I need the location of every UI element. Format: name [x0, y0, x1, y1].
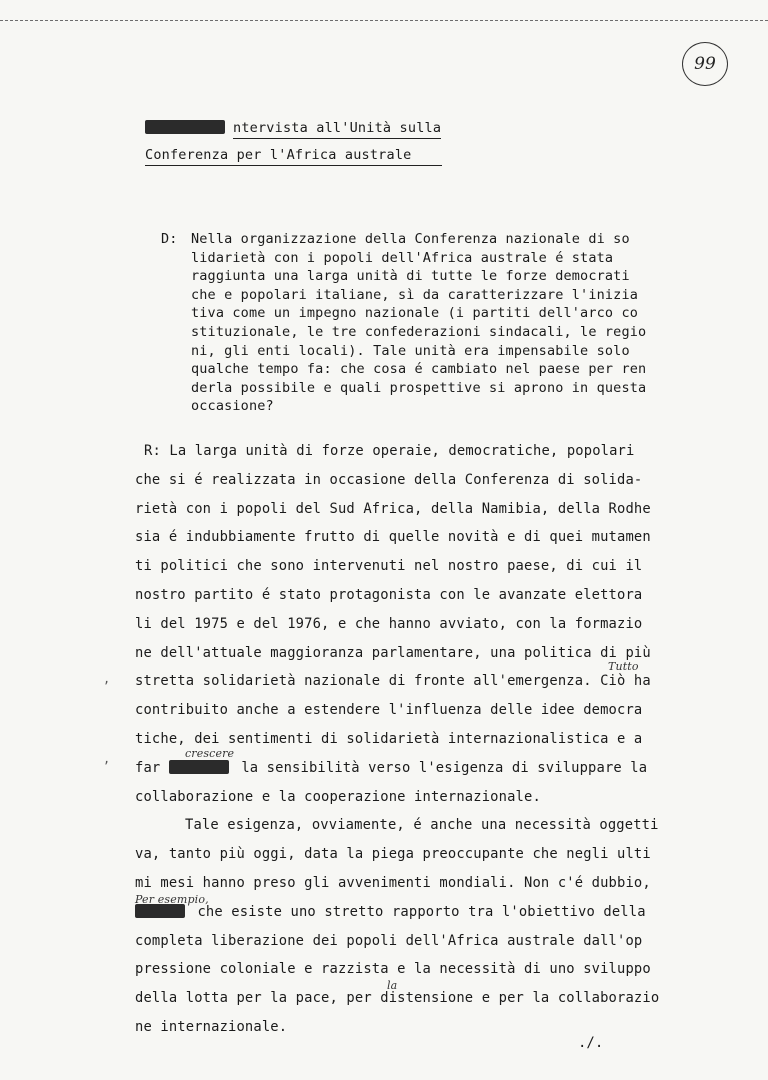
- answer-line: nostro partito é stato protagonista con le avanzate elettora: [135, 586, 643, 603]
- margin-tick: ,: [103, 752, 111, 766]
- title-line-1: [145, 115, 545, 142]
- question-line: derla possibile e quali prospettive si aprono in questa: [191, 379, 647, 396]
- answer-line-text: stretta solidarietà nazionale di fronte all'emergenza. Ciò ha: [135, 673, 651, 690]
- answer-block: [135, 437, 735, 1042]
- question-line: lidarietà con i popoli dell'Africa australe é stata: [191, 249, 614, 266]
- handwritten-crescere: crescere: [185, 746, 235, 760]
- question-line: occasione?: [191, 398, 274, 415]
- title-text-1: ntervista all'Unità sulla: [233, 118, 441, 139]
- answer-line-emergenza: [135, 660, 735, 696]
- answer-line: mi mesi hanno preso gli avvenimenti mondiali. Non c'é dubbio,: [135, 874, 651, 891]
- question-line: raggiunta una larga unità di tutte le forze democrati: [191, 268, 630, 285]
- answer-line-distensione: [135, 979, 735, 1013]
- question-line: Nella organizzazione della Conferenza nazionale di so: [191, 231, 630, 247]
- answer-line: contribuito anche a estendere l'influenza delle idee democra: [135, 702, 643, 719]
- handwritten-la: la: [387, 979, 398, 993]
- question-line: ni, gli enti locali). Tale unità era impensabile solo: [191, 342, 630, 359]
- answer-line: ti politici che sono intervenuti nel nostro paese, di cui il: [135, 558, 643, 575]
- question-marker: D:: [161, 231, 178, 247]
- top-border-line: [0, 20, 768, 21]
- handwritten-tutto: Tutto: [608, 660, 639, 674]
- answer-line: va, tanto più oggi, data la piega preoccupante che negli ulti: [135, 846, 651, 863]
- answer-line: collaborazione e la cooperazione internazionale.: [135, 788, 541, 805]
- answer-line: ne internazionale.: [135, 1018, 288, 1035]
- answer-line: pressione coloniale e razzista e la necessità di uno sviluppo: [135, 961, 651, 978]
- answer-line: rietà con i popoli del Sud Africa, della Namibia, della Rodhe: [135, 500, 651, 517]
- answer-line: ne dell'attuale maggioranza parlamentare, una politica di più: [135, 644, 651, 661]
- answer-line: Tale esigenza, ovviamente, é anche una necessità oggetti: [185, 817, 659, 834]
- answer-line-text: della lotta per la pace, per distensione e per la collaborazio: [135, 990, 660, 1007]
- answer-line-che: [135, 892, 735, 927]
- question-line: stituzionale, le tre confederazioni sindacali, le regio: [191, 323, 647, 340]
- handwritten-per-esempio: Per esempio,: [135, 892, 209, 906]
- document-title: [145, 115, 545, 169]
- title-line-2: [145, 142, 545, 169]
- far-prefix: far: [135, 759, 161, 776]
- page-number-stamp: 99: [682, 42, 728, 86]
- answer-line: R: La larga unità di forze operaie, democratiche, popolari: [144, 443, 635, 459]
- answer-line: completa liberazione dei popoli dell'Africa australe dall'op: [135, 932, 643, 949]
- question-line: che e popolari italiane, sì da caratterizzare l'inizia: [191, 286, 638, 303]
- title-text-2: Conferenza per l'Africa australe: [145, 145, 442, 166]
- question-block: [161, 230, 736, 416]
- answer-line: tiche, dei sentimenti di solidarietà internazionalistica e a: [135, 730, 643, 747]
- answer-line-far: [135, 746, 735, 783]
- redaction-mark: [145, 120, 225, 134]
- answer-line: che si é realizzata in occasione della Conferenza di solida-: [135, 471, 643, 488]
- margin-tick: ,: [103, 672, 111, 686]
- question-line: tiva come un impegno nazionale (i partiti dell'arco co: [191, 305, 638, 322]
- answer-line: li del 1975 e del 1976, e che hanno avviato, con la formazio: [135, 615, 643, 632]
- answer-line-text: che esiste uno stretto rapporto tra l'obiettivo della: [197, 903, 646, 920]
- answer-line-text: la sensibilità verso l'esigenza di sviluppare la: [241, 759, 648, 776]
- answer-line: sia é indubbiamente frutto di quelle novità e di quei mutamen: [135, 529, 651, 546]
- continuation-mark: ./.: [578, 1035, 604, 1051]
- question-line: qualche tempo fa: che cosa é cambiato nel paese per ren: [191, 361, 647, 378]
